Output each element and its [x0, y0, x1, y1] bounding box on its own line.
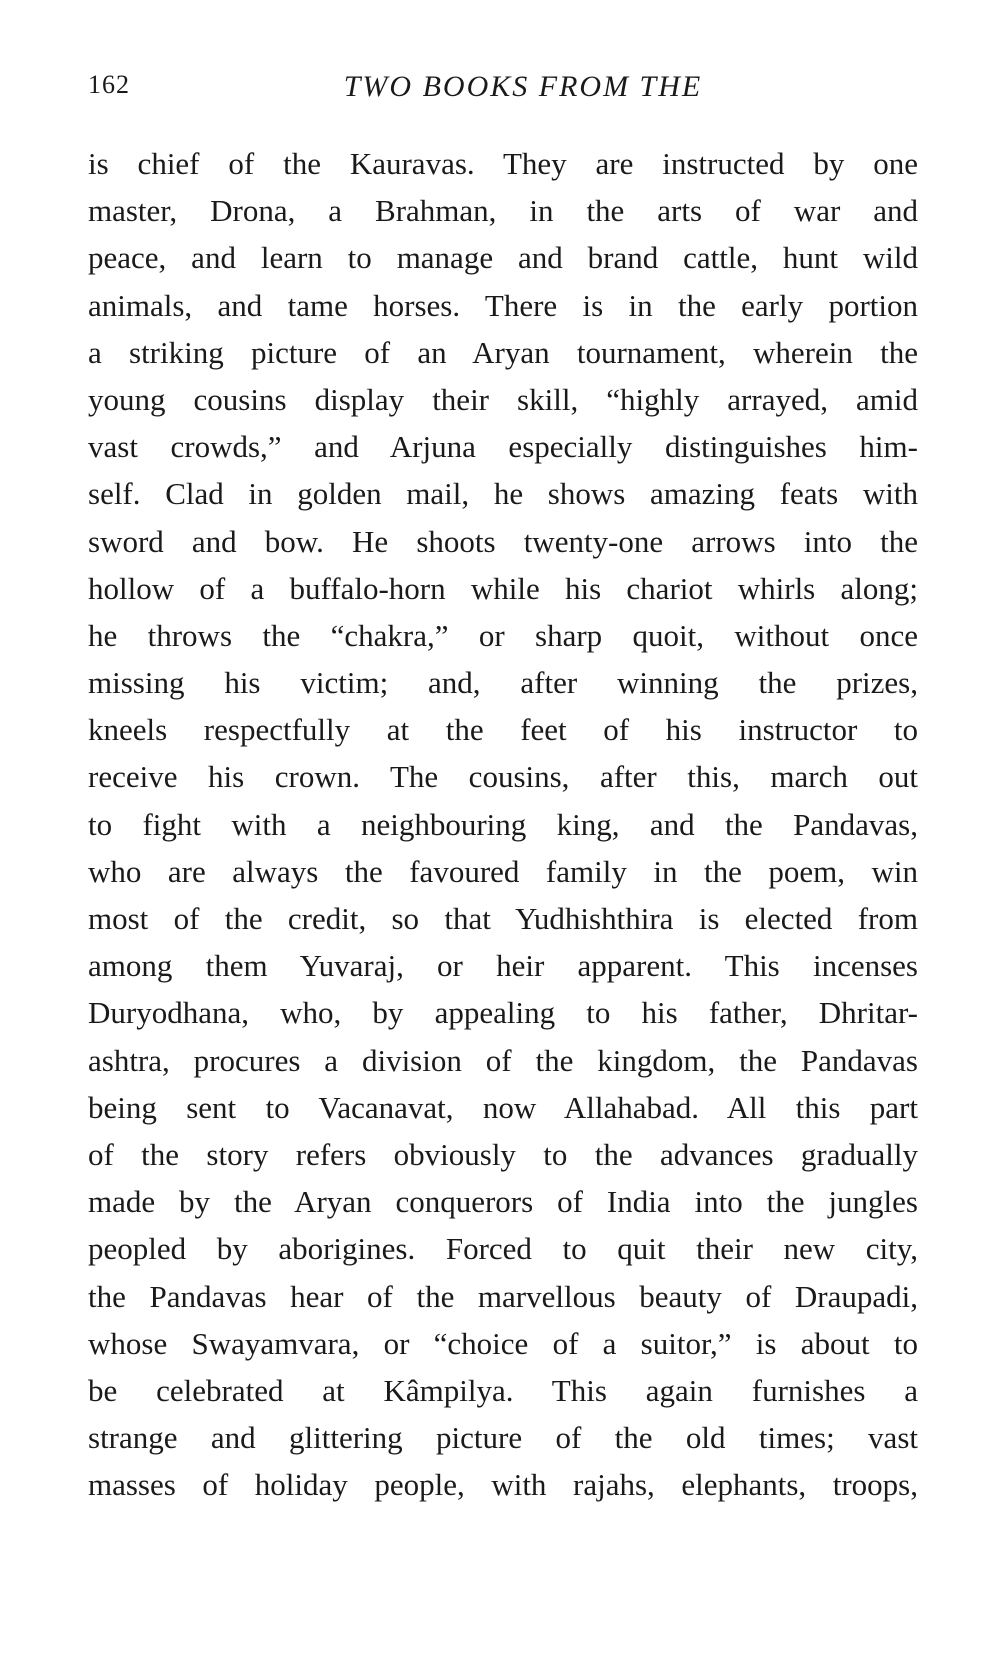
text-line: young cousins display their skill, “highly arrayed, amid — [88, 381, 918, 417]
running-head: TWO BOOKS FROM THE — [343, 70, 703, 103]
text-line: is chief of the Kauravas. They are instructed by one — [88, 146, 918, 181]
text-line: to fight with a neighbouring king, and the Pandavas, — [88, 806, 918, 842]
text-line: animals, and tame horses. There is in the early portion — [88, 287, 918, 323]
text-line: be celebrated at Kâmpilya. This again furnishes a — [88, 1372, 918, 1408]
text-line: who are always the favoured family in the poem, win — [88, 853, 918, 889]
text-line: receive his crown. The cousins, after this, march out — [88, 759, 918, 795]
body-text — [88, 140, 918, 1508]
text-line: kneels respectfully at the feet of his instructor to — [88, 712, 918, 748]
text-line: most of the credit, so that Yudhishthira is elected from — [88, 901, 918, 936]
text-line: whose Swayamvara, or “choice of a suitor,” is about to — [88, 1325, 918, 1361]
text-line: strange and glittering picture of the old times; vast — [88, 1420, 918, 1456]
text-line: a striking picture of an Aryan tournament, wherein the — [88, 334, 918, 370]
text-line: masses of holiday people, with rajahs, elephants, troops, — [88, 1467, 918, 1503]
page-number: 162 — [88, 70, 130, 99]
page-header — [88, 70, 918, 114]
text-line: sword and bow. He shoots twenty-one arrows into the — [88, 523, 918, 559]
text-line: made by the Aryan conquerors of India into the jungles — [88, 1184, 918, 1220]
text-line: master, Drona, a Brahman, in the arts of war and — [88, 193, 918, 229]
text-line: Duryodhana, who, by appealing to his father, Dhritar- — [88, 995, 918, 1031]
text-line: peace, and learn to manage and brand cattle, hunt wild — [88, 240, 918, 276]
text-line: the Pandavas hear of the marvellous beauty of Draupadi, — [88, 1278, 918, 1314]
text-line: hollow of a buffalo-horn while his chariot whirls along; — [88, 570, 918, 606]
text-line: ashtra, procures a division of the kingdom, the Pandavas — [88, 1042, 918, 1078]
text-line: of the story refers obviously to the advances gradually — [88, 1136, 918, 1172]
text-line: self. Clad in golden mail, he shows amazing feats with — [88, 476, 918, 512]
text-line: being sent to Vacanavat, now Allahabad. All this part — [88, 1089, 918, 1125]
text-line: vast crowds,” and Arjuna especially distinguishes him- — [88, 429, 918, 465]
text-line: peopled by aborigines. Forced to quit their new city, — [88, 1231, 918, 1267]
text-line: among them Yuvaraj, or heir apparent. This incenses — [88, 948, 918, 984]
text-line: he throws the “chakra,” or sharp quoit, without once — [88, 617, 918, 653]
text-line: missing his victim; and, after winning the prizes, — [88, 665, 918, 701]
